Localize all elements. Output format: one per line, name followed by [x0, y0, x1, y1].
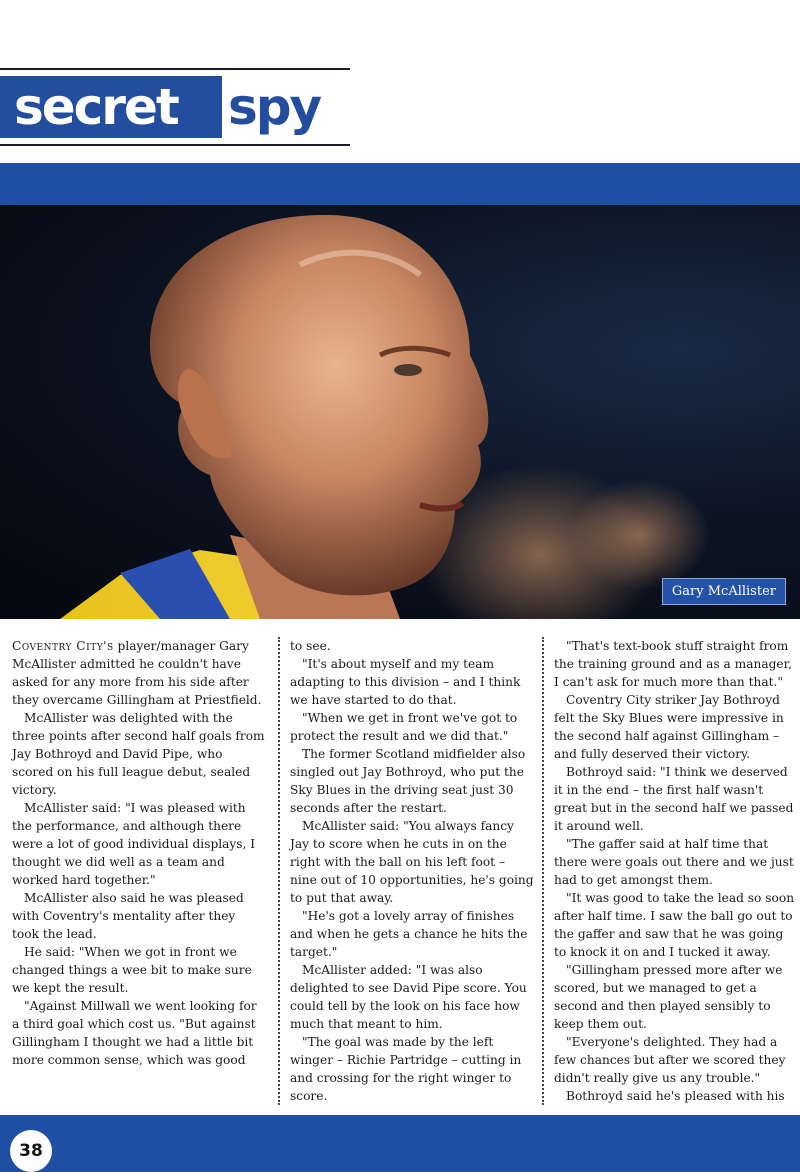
- article-paragraph: to see.: [290, 639, 331, 653]
- page-number: 38: [10, 1130, 52, 1172]
- article-paragraph: McAllister said: "You always fancy Jay to score when he cuts in on the right with the ball on his left foot – nine out of 10 opportunities, he's going to put that away.: [290, 819, 534, 905]
- player-photo: [0, 205, 800, 619]
- article-paragraph: McAllister said: "I was pleased with the performance, and although there were a lot of good individual displays, I thought we did well as a team and worked hard together.": [12, 801, 256, 887]
- article-paragraph: He said: "When we got in front we changed things a wee bit to make sure we kept the result.: [12, 945, 252, 995]
- article-paragraph: Bothroyd said: "I think we deserved it in the end – the first half wasn't great but in the second half we passed it around well.: [554, 765, 794, 833]
- article-paragraph: "Gillingham pressed more after we scored, but we managed to get a second and then played sensibly to keep them out.: [554, 963, 783, 1031]
- masthead-top-rule: [0, 68, 350, 70]
- player-portrait-illustration: [0, 205, 800, 619]
- footer-blue-band: [0, 1115, 800, 1172]
- article-paragraph: McAllister added: "I was also delighted to see David Pipe score. You could tell by the look on his face how much that meant to him.: [290, 963, 527, 1031]
- masthead-bottom-rule: [0, 144, 350, 146]
- header-blue-band: [0, 163, 800, 205]
- lead-in-smallcaps: Coventry City's: [12, 639, 114, 653]
- article-paragraph: "The gaffer said at half time that there were goals out there and we just had to get amongst them.: [554, 837, 794, 887]
- article-paragraph: McAllister also said he was pleased with Coventry's mentality after they took the lead.: [12, 891, 244, 941]
- article-body: [12, 637, 795, 1103]
- article-paragraph: "Against Millwall we went looking for a third goal which cost us. "But against Gillingham I thought we had a little bit more common sense, which was good: [12, 999, 257, 1067]
- article-paragraph: Coventry City striker Jay Bothroyd felt the Sky Blues were impressive in the second half against Gillingham – and fully deserved their victory.: [554, 693, 784, 761]
- section-masthead: [0, 76, 360, 138]
- article-paragraph: "When we get in front we've got to protect the result and we did that.": [290, 711, 518, 743]
- article-paragraph: Bothroyd said he's pleased with his: [566, 1089, 785, 1103]
- article-column-1: [12, 637, 266, 1069]
- article-paragraph: "Everyone's delighted. They had a few chances but after we scored they didn't really give us any trouble.": [554, 1035, 786, 1085]
- article-paragraph: "The goal was made by the left winger – Richie Partridge – cutting in and crossing for the right winger to score.: [290, 1035, 522, 1103]
- article-column-2: [278, 637, 534, 1105]
- article-paragraph: "He's got a lovely array of finishes and when he gets a chance he hits the target.": [290, 909, 528, 959]
- article-column-3: [542, 637, 798, 1105]
- article-paragraph: "It was good to take the lead so soon after half time. I saw the ball go out to the gaffer and saw that he was going to knock it on and I tucked it away.: [554, 891, 795, 959]
- masthead-word-spy: spy: [228, 78, 321, 136]
- article-paragraph: "That's text-book stuff straight from the training ground and as a manager, I can't ask for much more than that.": [554, 639, 792, 689]
- article-paragraph: McAllister was delighted with the three points after second half goals from Jay Bothroyd and David Pipe, who scored on his full league debut, sealed victory.: [12, 711, 265, 797]
- article-paragraph: "It's about myself and my team adapting to this division – and I think we have started to do that.: [290, 657, 521, 707]
- photo-caption: Gary McAllister: [662, 578, 786, 605]
- article-paragraph: The former Scotland midfielder also singled out Jay Bothroyd, who put the Sky Blues in the driving seat just 30 seconds after the restart.: [290, 747, 526, 815]
- article-paragraph: Coventry City's player/manager Gary McAllister admitted he couldn't have asked for any more from his side after they overcame Gillingham at Priestfield.: [12, 639, 262, 707]
- masthead-word-secret: secret: [14, 78, 178, 136]
